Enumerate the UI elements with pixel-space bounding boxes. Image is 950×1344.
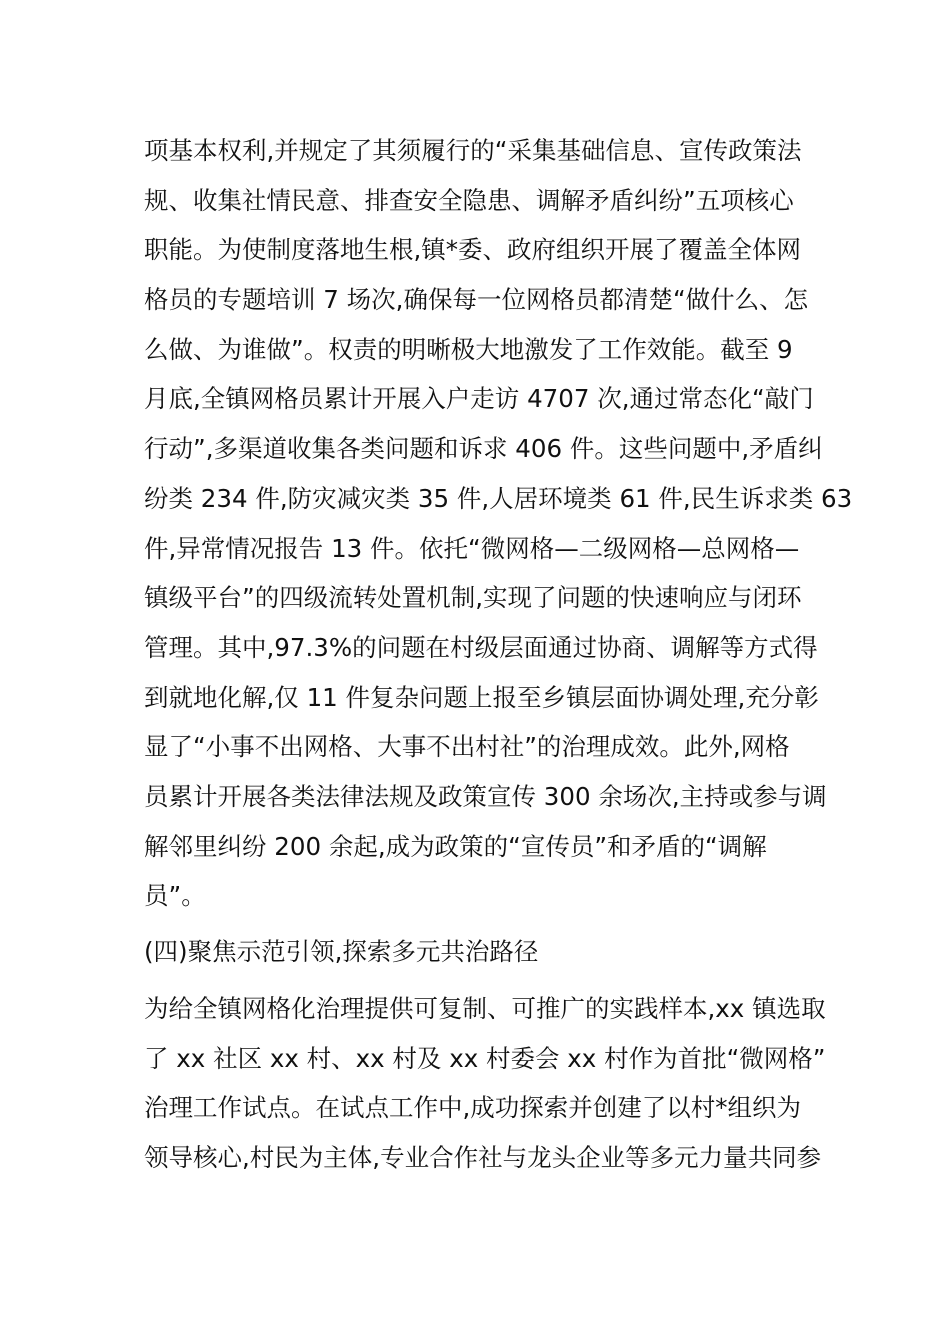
paragraph-line: 管理。其中,97.3%的问题在村级层面通过协商、调解等方式得 xyxy=(144,632,818,662)
paragraph-line: 月底,全镇网格员累计开展入户走访 4707 次,通过常态化“敲门 xyxy=(144,384,814,414)
paragraph-line: 员”。 xyxy=(144,881,206,911)
body-paragraph-grid-staff-results xyxy=(144,126,853,921)
paragraph-line: 领导核心,村民为主体,专业合作社与龙头企业等多元力量共同参 xyxy=(144,1143,822,1173)
paragraph-line: 员累计开展各类法律法规及政策宣传 300 余场次,主持或参与调 xyxy=(144,781,827,811)
paragraph-line: 到就地化解,仅 11 件复杂问题上报至乡镇层面协调处理,充分彰 xyxy=(144,682,819,712)
paragraph-line: 显了“小事不出网格、大事不出村社”的治理成效。此外,网格 xyxy=(144,732,790,762)
paragraph-line: 为给全镇网格化治理提供可复制、可推广的实践样本,xx 镇选取 xyxy=(144,994,826,1023)
paragraph-line: 件,异常情况报告 13 件。依托“微网格—二级网格—总网格— xyxy=(144,533,800,563)
paragraph-line: 格员的专题培训 7 场次,确保每一位网格员都清楚“做什么、怎 xyxy=(144,285,809,315)
paragraph-line: 规、收集社情民意、排查安全隐患、调解矛盾纠纷”五项核心 xyxy=(144,185,794,215)
paragraph-line: 解邻里纠纷 200 余起,成为政策的“宣传员”和矛盾的“调解 xyxy=(144,831,767,861)
paragraph-line: 行动”,多渠道收集各类问题和诉求 406 件。这些问题中,矛盾纠 xyxy=(144,434,823,464)
paragraph-line: 了 xx 社区 xx 村、xx 村及 xx 村委会 xx 村作为首批“微网格” xyxy=(144,1043,826,1073)
paragraph-line: 治理工作试点。在试点工作中,成功探索并创建了以村*组织为 xyxy=(144,1093,802,1123)
paragraph-line: 纷类 234 件,防灾减灾类 35 件,人居环境类 61 件,民生诉求类 63 xyxy=(144,483,853,513)
paragraph-line: 么做、为谁做”。权责的明晰极大地激发了工作效能。截至 9 xyxy=(144,334,793,364)
paragraph-line: 职能。为使制度落地生根,镇*委、政府组织开展了覆盖全体网 xyxy=(144,235,802,265)
section-heading xyxy=(144,927,824,977)
paragraph-line: 项基本权利,并规定了其须履行的“采集基础信息、宣传政策法 xyxy=(144,136,802,165)
section-heading-text: (四)聚焦示范引领,探索多元共治路径 xyxy=(144,937,539,966)
body-paragraph-pilot-program xyxy=(144,984,824,1183)
paragraph-line: 镇级平台”的四级流转处置机制,实现了问题的快速响应与闭环 xyxy=(144,583,802,613)
